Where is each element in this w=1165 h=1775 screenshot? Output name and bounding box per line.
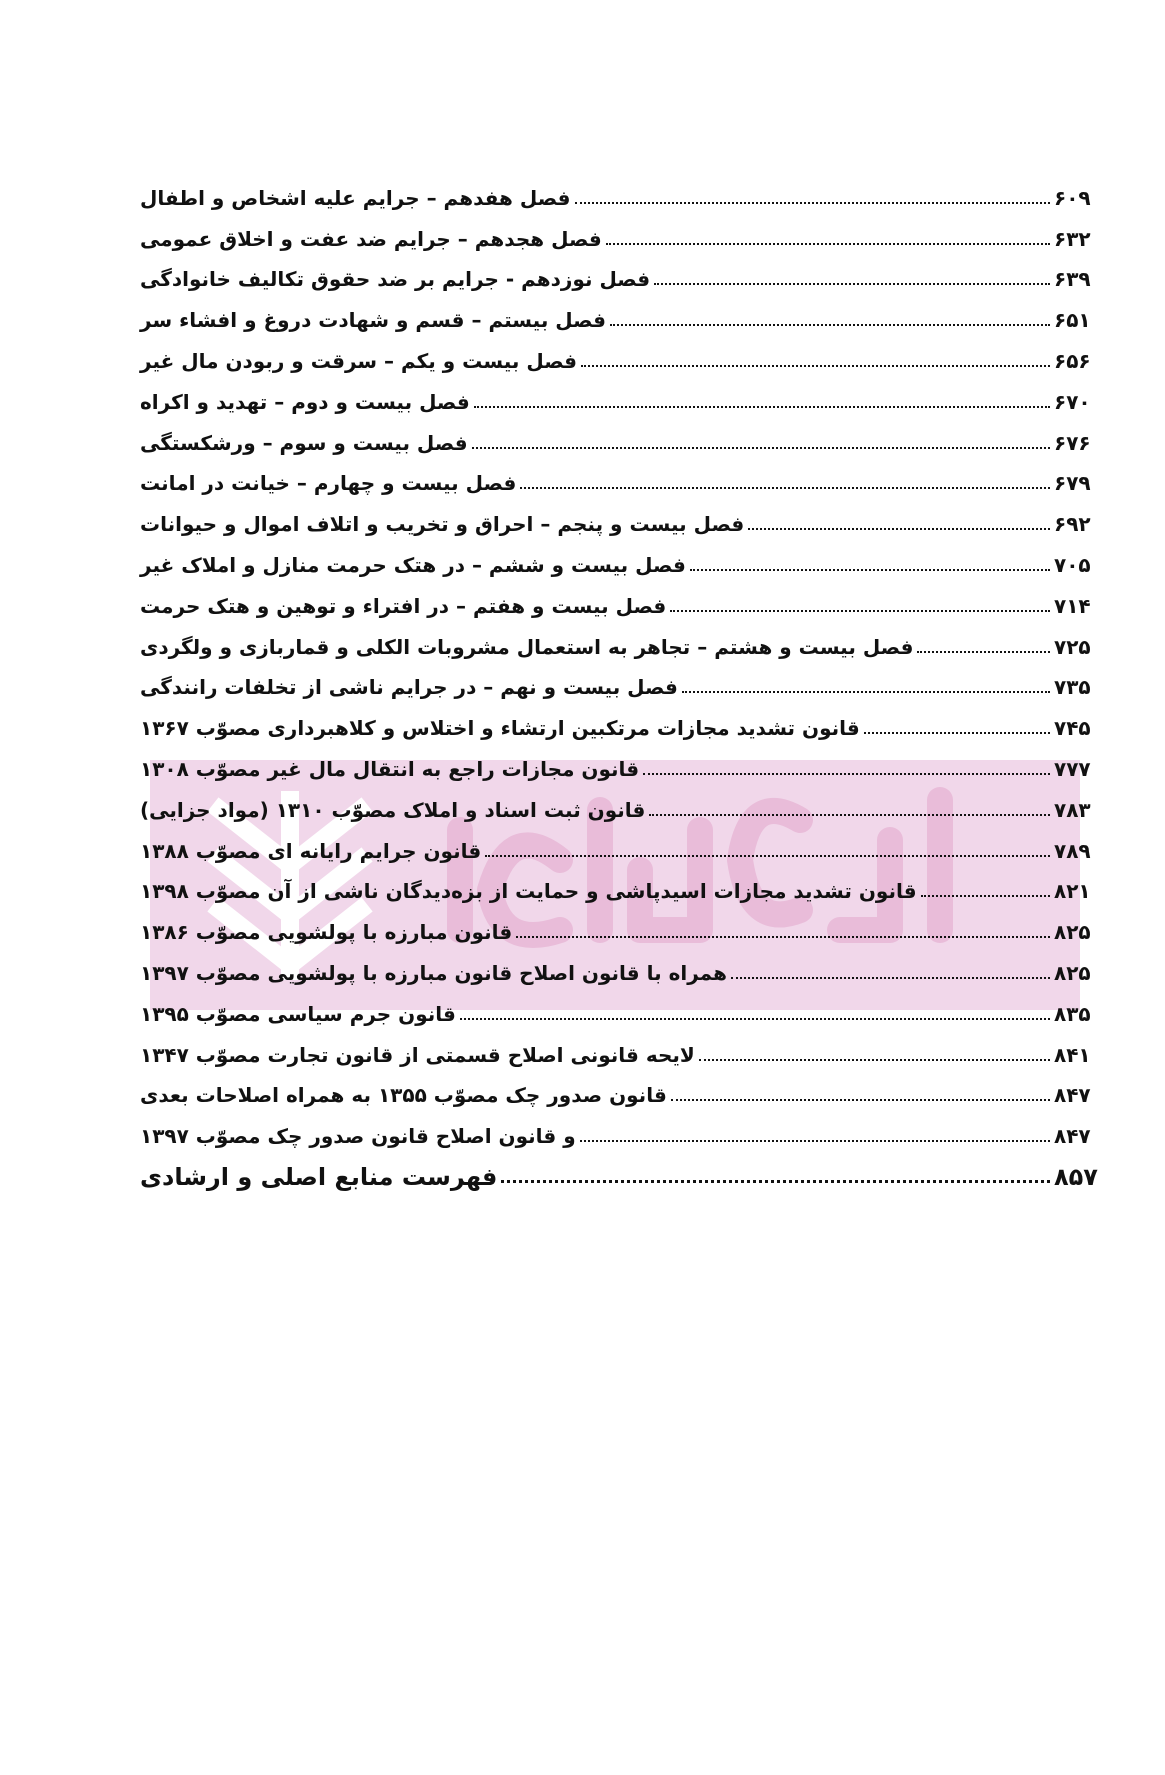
toc-entry-page-number: ۸۲۵ — [1054, 920, 1091, 945]
toc-entry — [140, 254, 1100, 295]
dot-leader — [472, 447, 1050, 449]
toc-entry-title: فصل هفدهم – جرایم علیه اشخاص و اطفال — [140, 185, 571, 210]
dot-leader — [485, 855, 1050, 857]
dot-leader — [474, 406, 1050, 408]
toc-entry-page-number: ۶۵۶ — [1054, 348, 1091, 373]
toc-entry-page-number: ۶۳۲ — [1054, 226, 1091, 251]
toc-entry-title: قانون تشدید مجازات مرتکبین ارتشاء و اختلاس و کلاهبرداری مصوّب ۱۳۶۷ — [140, 716, 860, 741]
toc-entry-page-number: ۷۰۵ — [1054, 552, 1091, 577]
toc-entry-title: فصل بیست و نهم – در جرایم ناشی از تخلفات رانندگی — [140, 675, 678, 700]
toc-entry-title: قانون جرایم رایانه ای مصوّب ۱۳۸۸ — [140, 838, 482, 863]
toc-entry — [140, 417, 1100, 458]
dot-leader — [610, 324, 1050, 326]
toc-entry — [140, 906, 1100, 947]
toc-entry — [140, 213, 1100, 254]
toc-entry-title: قانون ثبت اسناد و املاک مصوّب ۱۳۱۰ (مواد جزایی) — [140, 797, 646, 822]
dot-leader — [580, 1140, 1050, 1142]
toc-entry — [140, 539, 1100, 580]
toc-entry — [140, 702, 1100, 743]
toc-entry — [140, 335, 1100, 376]
toc-entry-title: فصل نوزدهم - جرایم بر ضد حقوق تکالیف خانوادگی — [140, 267, 651, 292]
toc-entry-page-number: ۸۲۵ — [1054, 960, 1091, 985]
toc-entry-title: فصل بیستم – قسم و شهادت دروغ و افشاء سر — [140, 308, 606, 333]
toc-entry-page-number: ۸۴۷ — [1054, 1124, 1091, 1149]
dot-leader — [649, 814, 1050, 816]
toc-entry-page-number: ۸۴۷ — [1054, 1083, 1091, 1108]
dot-leader — [917, 651, 1050, 653]
toc-entry-title: قانون مبارزه با پولشویی مصوّب ۱۳۸۶ — [140, 920, 513, 945]
dot-leader — [748, 528, 1050, 530]
toc-entry-title: قانون صدور چک مصوّب ۱۳۵۵ به همراه اصلاحات بعدی — [140, 1083, 667, 1108]
toc-entry-page-number: ۷۴۵ — [1054, 716, 1091, 741]
toc-entry-page-number: ۸۴۱ — [1054, 1042, 1091, 1067]
toc-entry-title: فصل بیست و ششم – در هتک حرمت منازل و املاک غیر — [140, 552, 686, 577]
toc-entry — [140, 662, 1100, 703]
toc-entry-page-number: ۶۰۹ — [1054, 185, 1091, 210]
toc-entry-title: فصل بیست و چهارم – خیانت در امانت — [140, 471, 517, 496]
toc-entry-title: قانون جرم سیاسی مصوّب ۱۳۹۵ — [140, 1001, 456, 1026]
dot-leader — [516, 936, 1050, 938]
toc-entry — [140, 1110, 1100, 1151]
toc-entry — [140, 988, 1100, 1029]
dot-leader — [606, 243, 1050, 245]
toc-entry — [140, 498, 1100, 539]
dot-leader — [921, 895, 1050, 897]
dot-leader — [682, 691, 1050, 693]
dot-leader — [670, 610, 1050, 612]
toc-entry — [140, 376, 1100, 417]
dot-leader — [460, 1018, 1050, 1020]
toc-entry-title: لایحه قانونی اصلاح قسمتی از قانون تجارت مصوّب ۱۳۴۷ — [140, 1042, 695, 1067]
toc-entry-title: فصل بیست و هشتم – تجاهر به استعمال مشروبات الکلی و قماربازی و ولگردی — [140, 634, 914, 659]
dot-leader — [690, 569, 1050, 571]
dot-leader — [581, 365, 1050, 367]
dot-leader — [671, 1099, 1050, 1101]
toc-entry — [140, 1029, 1100, 1070]
toc-entry-title: فهرست منابع اصلی و ارشادی — [140, 1162, 498, 1191]
dot-leader — [520, 487, 1050, 489]
toc-entry — [140, 1070, 1100, 1111]
toc-entry-page-number: ۶۵۱ — [1054, 308, 1091, 333]
dot-leader — [643, 773, 1050, 775]
toc-entry-title: همراه با قانون اصلاح قانون مبارزه با پولشویی مصوّب ۱۳۹۷ — [140, 960, 727, 985]
toc-entry-page-number: ۶۷۶ — [1054, 430, 1091, 455]
toc-entry-page-number: ۷۳۵ — [1054, 675, 1091, 700]
toc-entry — [140, 866, 1100, 907]
toc-entry-title: فصل هجدهم – جرایم ضد عفت و اخلاق عمومی — [140, 226, 602, 251]
toc-entry-page-number: ۷۸۳ — [1054, 797, 1091, 822]
table-of-contents — [140, 172, 1100, 1192]
dot-leader — [864, 732, 1050, 734]
toc-entry-page-number: ۷۲۵ — [1054, 634, 1091, 659]
toc-entry — [140, 947, 1100, 988]
toc-entry-page-number: ۸۵۷ — [1054, 1162, 1098, 1191]
toc-entry-page-number: ۸۳۵ — [1054, 1001, 1091, 1026]
toc-entry-title: فصل بیست و پنجم – احراق و تخریب و اتلاف اموال و حیوانات — [140, 512, 745, 537]
toc-entry-page-number: ۷۷۷ — [1054, 756, 1091, 781]
toc-entry-title: فصل بیست و دوم – تهدید و اکراه — [140, 389, 470, 414]
dot-leader — [501, 1180, 1050, 1183]
toc-entry-title: فصل بیست و سوم – ورشکستگی — [140, 430, 468, 455]
toc-entry-page-number: ۶۷۰ — [1054, 389, 1091, 414]
toc-entry — [140, 1151, 1100, 1192]
toc-entry — [140, 294, 1100, 335]
toc-entry-title: قانون تشدید مجازات اسیدپاشی و حمایت از بزه‌دیدگان ناشی از آن مصوّب ۱۳۹۸ — [140, 879, 917, 904]
dot-leader — [699, 1059, 1050, 1061]
toc-entry-page-number: ۷۸۹ — [1054, 838, 1091, 863]
toc-entry — [140, 172, 1100, 213]
toc-entry-title: فصل بیست و یکم – سرقت و ربودن مال غیر — [140, 348, 577, 373]
toc-entry-title: و قانون اصلاح قانون صدور چک مصوّب ۱۳۹۷ — [140, 1124, 576, 1149]
toc-entry-page-number: ۷۱۴ — [1054, 593, 1091, 618]
toc-entry — [140, 580, 1100, 621]
toc-entry — [140, 743, 1100, 784]
toc-entry-page-number: ۶۹۲ — [1054, 512, 1091, 537]
dot-leader — [575, 202, 1050, 204]
toc-entry — [140, 784, 1100, 825]
dot-leader — [654, 283, 1050, 285]
toc-entry-title: فصل بیست و هفتم – در افتراء و توهین و هتک حرمت — [140, 593, 667, 618]
toc-entry — [140, 458, 1100, 499]
toc-entry — [140, 621, 1100, 662]
dot-leader — [731, 977, 1050, 979]
toc-entry-page-number: ۶۷۹ — [1054, 471, 1091, 496]
toc-entry-page-number: ۸۲۱ — [1054, 879, 1091, 904]
toc-entry-title: قانون مجازات راجع به انتقال مال غیر مصوّب ۱۳۰۸ — [140, 756, 640, 781]
toc-entry — [140, 825, 1100, 866]
toc-entry-page-number: ۶۳۹ — [1054, 267, 1091, 292]
